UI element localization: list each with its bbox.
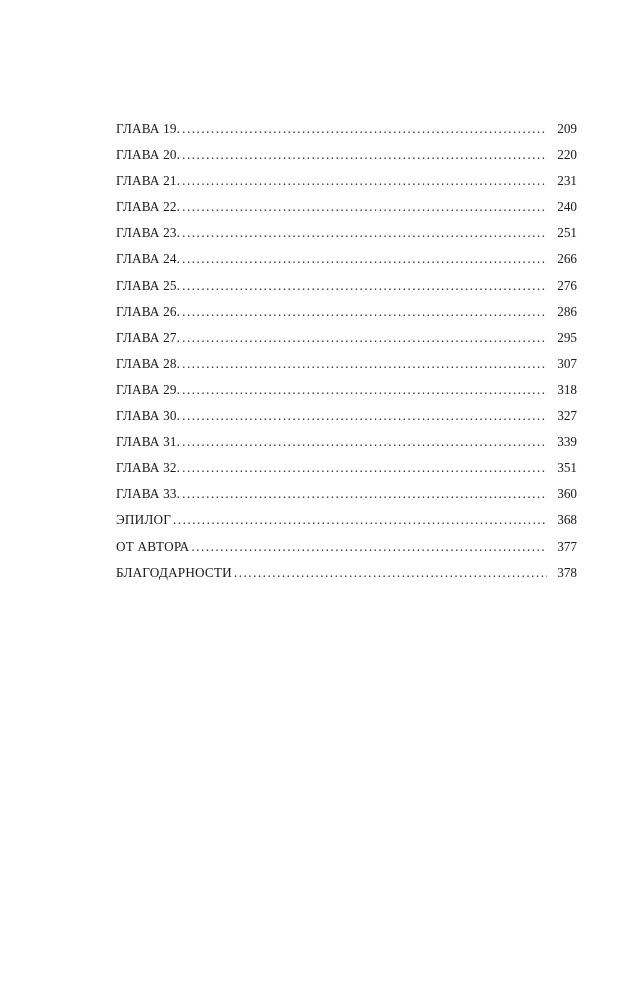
toc-entry-title: ГЛАВА 29. — [116, 381, 181, 397]
dot-leader — [182, 299, 547, 325]
dot-leader — [182, 455, 547, 481]
toc-entry-title: ГЛАВА 25. — [116, 277, 181, 293]
toc-entry-title: ГЛАВА 24. — [116, 251, 181, 267]
toc-entry-title: ГЛАВА 30. — [116, 408, 181, 424]
toc-entry-from-author[interactable] — [116, 534, 577, 560]
toc-entry-title: ГЛАВА 20. — [116, 147, 181, 163]
toc-entry-page: 266 — [557, 251, 577, 267]
toc-entry-page: 240 — [557, 199, 577, 215]
dot-leader — [182, 194, 547, 220]
toc-entry-chapter-32[interactable] — [116, 455, 577, 481]
toc-entry-chapter-28[interactable] — [116, 351, 577, 377]
toc-entry-chapter-24[interactable] — [116, 246, 577, 272]
toc-entry-page: 209 — [557, 121, 577, 136]
toc-entry-title: ГЛАВА 28. — [116, 355, 181, 371]
toc-entry-chapter-31[interactable] — [116, 429, 577, 455]
toc-entry-chapter-21[interactable] — [116, 168, 577, 194]
toc-entry-page: 307 — [557, 355, 577, 371]
toc-entry-title: ГЛАВА 26. — [116, 303, 181, 319]
toc-entry-page: 251 — [557, 225, 577, 241]
toc-entry-chapter-25[interactable] — [116, 273, 577, 299]
toc-entry-chapter-20[interactable] — [116, 142, 577, 168]
toc-entry-page: 231 — [557, 173, 577, 189]
dot-leader — [182, 273, 547, 299]
toc-entry-chapter-29[interactable] — [116, 377, 577, 403]
toc-entry-page: 368 — [557, 512, 577, 528]
toc-entry-page: 351 — [557, 460, 577, 476]
toc-entry-epilogue[interactable] — [116, 507, 577, 533]
toc-entry-page: 360 — [557, 486, 577, 502]
toc-entry-acknowledgements[interactable] — [116, 560, 577, 586]
toc-entry-page: 286 — [557, 303, 577, 319]
dot-leader — [182, 377, 547, 403]
toc-entry-title: ЭПИЛОГ — [116, 512, 172, 528]
dot-leader — [182, 481, 547, 507]
toc-entry-chapter-30[interactable] — [116, 403, 577, 429]
toc-entry-title: ГЛАВА 31. — [116, 434, 181, 450]
dot-leader — [234, 560, 547, 586]
toc-entry-title: ГЛАВА 21. — [116, 173, 181, 189]
toc-entry-page: 377 — [557, 538, 577, 554]
dot-leader — [182, 220, 547, 246]
dot-leader — [182, 116, 547, 142]
toc-entry-chapter-23[interactable] — [116, 220, 577, 246]
toc-entry-page: 220 — [557, 147, 577, 163]
toc-entry-page: 378 — [557, 564, 577, 580]
dot-leader — [182, 403, 547, 429]
toc-entry-chapter-26[interactable] — [116, 299, 577, 325]
toc-entry-title: ГЛАВА 22. — [116, 199, 181, 215]
dot-leader — [182, 429, 547, 455]
toc-entry-chapter-19[interactable] — [116, 116, 577, 142]
toc-entry-page: 276 — [557, 277, 577, 293]
dot-leader — [182, 325, 547, 351]
toc-entry-chapter-27[interactable] — [116, 325, 577, 351]
toc-entry-title: ГЛАВА 27. — [116, 329, 181, 345]
toc-entry-chapter-33[interactable] — [116, 481, 577, 507]
dot-leader — [182, 351, 547, 377]
toc-entry-title: БЛАГОДАРНОСТИ — [116, 564, 232, 580]
toc-entry-title: ГЛАВА 19. — [116, 121, 181, 136]
toc-entry-page: 327 — [557, 408, 577, 424]
dot-leader — [173, 507, 547, 533]
toc-entry-title: ГЛАВА 23. — [116, 225, 181, 241]
toc-entry-title: ГЛАВА 33. — [116, 486, 181, 502]
dot-leader — [182, 168, 547, 194]
toc-entry-title: ОТ АВТОРА — [116, 538, 190, 554]
dot-leader — [182, 246, 547, 272]
toc-entry-page: 295 — [557, 329, 577, 345]
toc-entry-chapter-22[interactable] — [116, 194, 577, 220]
dot-leader — [182, 142, 547, 168]
toc-entry-page: 318 — [557, 381, 577, 397]
table-of-contents — [116, 116, 577, 586]
dot-leader — [191, 534, 547, 560]
toc-entry-page: 339 — [557, 434, 577, 450]
toc-entry-title: ГЛАВА 32. — [116, 460, 181, 476]
